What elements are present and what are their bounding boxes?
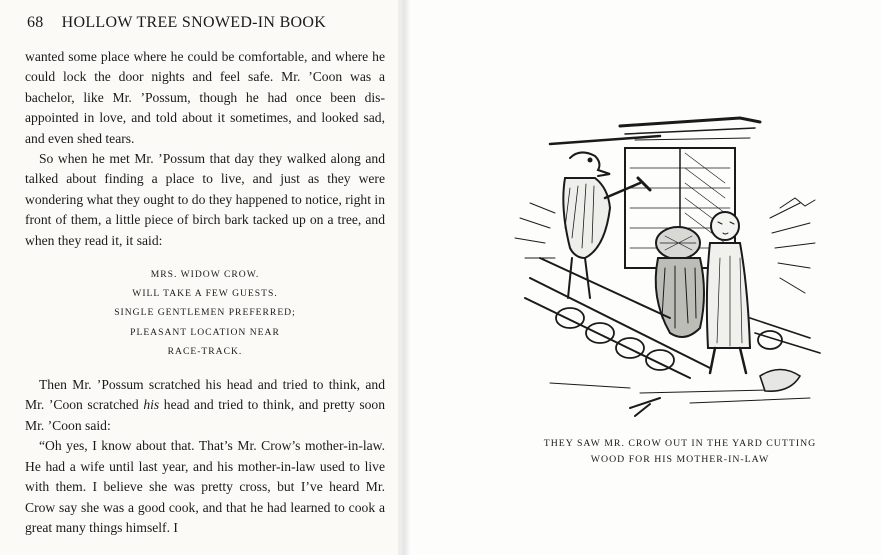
paragraph-3-part-b: head and tried to think, and pretty soon Mr. ’Coon said: [25, 397, 385, 433]
running-head [27, 14, 326, 32]
notice-line-4: PLEASANT LOCATION NEAR [130, 326, 280, 338]
notice-line-1: MRS. WIDOW CROW. [150, 269, 260, 281]
paragraph-3 [25, 375, 385, 436]
caption-line-1: THEY SAW MR. CROW OUT IN THE YARD CUTTING [543, 438, 817, 449]
left-page [0, 0, 400, 555]
paragraph-4: “Oh yes, I know about that. That’s Mr. Crow’s mother-in-law. He had a wife until last year, and his mother-in-law used to live with them. I believe she was pretty cross, but I’ve heard Mr. Crow say she was a good cook, and that he had learned to cook a great many things himself. I [25, 438, 385, 535]
notice-line-5: RACE-TRACK. [167, 345, 243, 357]
book-title: HOLLOW TREE SNOWED-IN BOOK [61, 14, 327, 31]
paragraph-1: wanted some place where he could be comfortable, and where he could lock the door nights and feel safe. Mr. ’Coon was a bachelor, like Mr. ’Possum, though he had once been dis-appointed in love, and told about it sometimes, and looked sad, and even shed tears. [25, 49, 385, 146]
crow-woodcutting-illustration [510, 108, 840, 426]
paragraph-2: So when he met Mr. ’Possum that day they walked along and talked about finding a place to live, and just as they were wondering what they ought to do they happened to notice, right in front of them, a little piece of birch bark tacked up on a tree, and when they read it, it said: [25, 151, 385, 248]
paragraph-3-emphasis: his [143, 397, 160, 413]
right-page [410, 0, 882, 555]
body-text [25, 47, 385, 538]
book-gutter [398, 0, 410, 555]
paragraph-3-part-a: Then Mr. ’Possum scratched his head and tried to think, and Mr. ’Coon scratched [25, 377, 385, 413]
birch-bark-notice [25, 265, 385, 361]
page-number: 68 [27, 14, 44, 31]
caption-line-2: WOOD FOR HIS MOTHER-IN-LAW [590, 454, 770, 465]
notice-line-2: WILL TAKE A FEW GUESTS. [132, 288, 278, 300]
notice-line-3: SINGLE GENTLEMEN PREFERRED; [114, 307, 296, 319]
illustration-caption [500, 436, 860, 468]
